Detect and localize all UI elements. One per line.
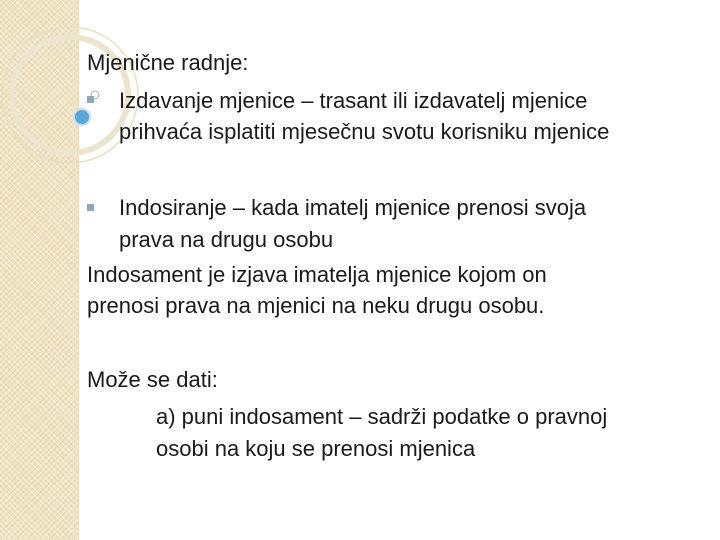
- bullet-2-line-2: prava na drugu osobu: [119, 227, 334, 252]
- sub-item-line-2: osobi na koju se prenosi mjenica: [156, 436, 476, 461]
- paragraph-line-2: prenosi prava na mjenici na neku drugu osobu.: [87, 293, 545, 318]
- square-bullet-icon: [87, 204, 94, 211]
- paragraph-line-1: Indosament je izjava imatelja mjenice kojom on: [87, 262, 547, 287]
- bullet-1-line-1: Izdavanje mjenice – trasant ili izdavatelj mjenice: [119, 88, 588, 113]
- slide-heading: Mjenične radnje:: [87, 50, 249, 75]
- subheading: Može se dati:: [87, 367, 218, 392]
- bullet-1-line-2: prihvaća isplatiti mjesečnu svotu korisniku mjenice: [119, 119, 610, 144]
- sub-item-line-1: a) puni indosament – sadrži podatke o pravnoj: [156, 404, 608, 429]
- square-bullet-icon: [87, 96, 94, 103]
- bullet-2-line-1: Indosiranje – kada imatelj mjenice prenosi svoja: [119, 195, 587, 220]
